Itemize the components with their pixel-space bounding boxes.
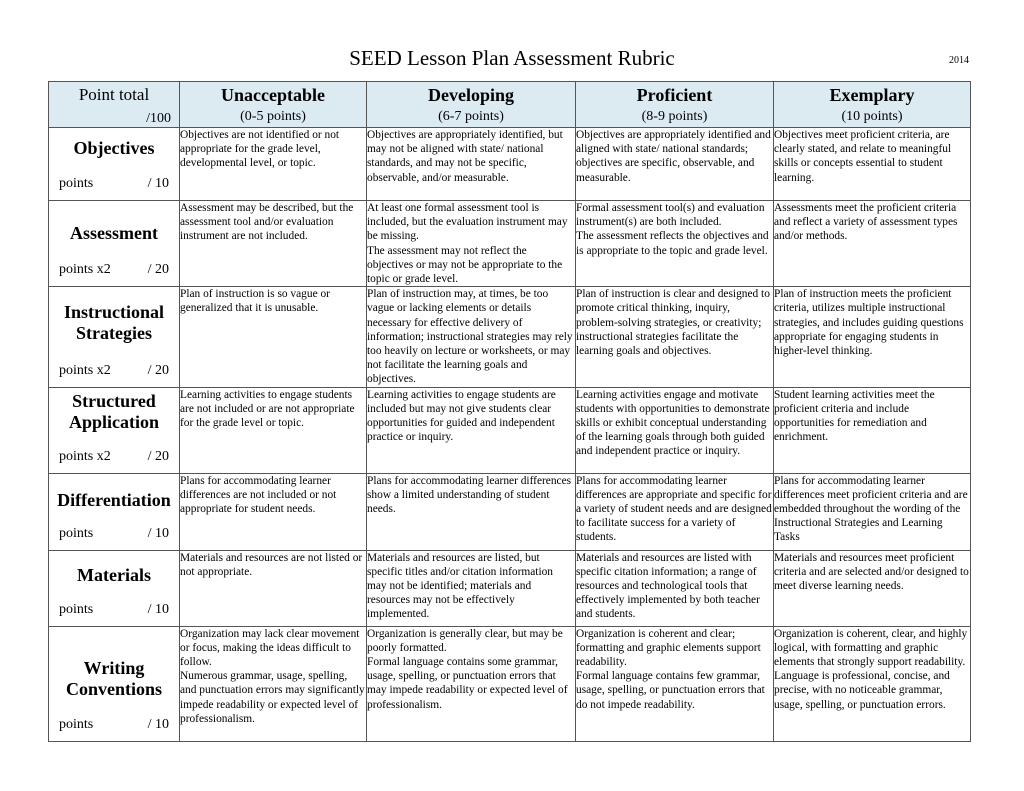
year-label: 2014 xyxy=(949,55,969,66)
criterion-cell xyxy=(49,473,180,550)
rubric-cell: Assessment may be described, but the assessment tool and/or evaluation instrument are not included. xyxy=(180,201,367,287)
rubric-row-objectives xyxy=(49,128,971,201)
rubric-cell: Plans for accommodating learner differences meet proficient criteria and are embedded throughout the wording of the Instructional Strategies and Learning Tasks xyxy=(774,473,971,550)
point-total-header xyxy=(49,82,180,128)
rubric-cell: Organization is coherent and clear; formatting and graphic elements support readability. Formal language contains few grammar, usage, spelling, or punctuation errors that do not impede readability. xyxy=(576,626,774,741)
points-max: / 20 xyxy=(147,262,169,278)
points-label: points x2 xyxy=(59,448,111,464)
level-name: Developing xyxy=(427,85,514,105)
points-label: points x2 xyxy=(59,362,111,378)
rubric-row-structured-application xyxy=(49,387,971,473)
criterion-name: Objectives xyxy=(73,138,155,158)
level-points: (0-5 points) xyxy=(240,109,306,124)
criterion-cell xyxy=(49,626,180,741)
criterion-name: Instructional Strategies xyxy=(63,302,164,344)
criterion-points xyxy=(59,262,169,278)
rubric-cell: Plans for accommodating learner differences are not included or not appropriate for student needs. xyxy=(180,473,367,550)
points-label: points xyxy=(59,525,94,541)
rubric-cell: Plans for accommodating learner differences are appropriate and specific for a variety of student needs and are designed to facilitate success for a variety of students. xyxy=(576,473,774,550)
criterion-points xyxy=(59,363,169,379)
level-points: (10 points) xyxy=(841,109,903,124)
level-name: Unacceptable xyxy=(221,85,325,105)
criterion-name: Assessment xyxy=(70,223,158,243)
points-label: points xyxy=(59,176,94,191)
level-name: Exemplary xyxy=(829,85,915,105)
points-max: / 10 xyxy=(147,601,169,617)
rubric-cell: Objectives are appropriately identified and aligned with state/ national standards; objectives are specific, observable, and measurable. xyxy=(576,128,774,201)
criterion-points xyxy=(59,176,169,192)
rubric-cell: Plan of instruction is clear and designed to promote critical thinking, inquiry, problem-solving strategies, or creativity; instructional strategies facilitate the learning goals and objectives. xyxy=(576,287,774,387)
rubric-cell: Objectives are not identified or not appropriate for the grade level, developmental level, or topic. xyxy=(180,128,367,201)
rubric-row-instructional-strategies xyxy=(49,287,971,387)
rubric-cell: Assessments meet the proficient criteria and reflect a variety of assessment types and/or methods. xyxy=(774,201,971,287)
criterion-cell xyxy=(49,287,180,387)
rubric-cell: Plan of instruction may, at times, be too vague or lacking elements or details necessary for effective delivery of information; instructional strategies may rely too heavily on lecture or worksheets, or may not facilitate the learning goals and objectives. xyxy=(367,287,576,387)
rubric-cell: Plan of instruction meets the proficient criteria, utilizes multiple instructional strategies, and includes guiding questions appropriate for engaging students in higher-level thinking. xyxy=(774,287,971,387)
level-header-exemplary xyxy=(774,82,971,128)
points-max: / 20 xyxy=(147,362,169,378)
rubric-cell: Learning activities to engage students are not included or are not appropriate for the grade level or topic. xyxy=(180,387,367,473)
point-total-label: Point total xyxy=(78,85,150,104)
rubric-cell: Plan of instruction is so vague or generalized that it is unusable. xyxy=(180,287,367,387)
points-label: points x2 xyxy=(59,262,111,278)
rubric-cell: Formal assessment tool(s) and evaluation instrument(s) are both included. The assessment reflects the objectives and is appropriate to the topic and grade level. xyxy=(576,201,774,287)
rubric-cell: Objectives meet proficient criteria, are clearly stated, and relate to meaningful skills or concepts essential to student learning. xyxy=(774,128,971,201)
criterion-name: Structured Application xyxy=(68,390,160,432)
rubric-row-assessment xyxy=(49,201,971,287)
rubric-cell: Materials and resources are not listed or not appropriate. xyxy=(180,550,367,626)
points-max: / 10 xyxy=(147,525,169,541)
rubric-cell: Learning activities engage and motivate students with opportunities to demonstrate skills or exhibit conceptual understanding of the learning goals through both guided and independent practice or inquiry. xyxy=(576,387,774,473)
criterion-cell xyxy=(49,387,180,473)
point-total-max: /100 xyxy=(146,111,171,126)
rubric-cell: Materials and resources are listed, but specific titles and/or citation information may not be identified; materials and resources may not be effectively implemented. xyxy=(367,550,576,626)
criterion-points xyxy=(59,449,169,465)
level-header-developing xyxy=(367,82,576,128)
points-max: / 10 xyxy=(147,716,169,732)
criterion-points xyxy=(59,717,169,733)
rubric-cell: Learning activities to engage students are included but may not give students clear opportunities for guided and independent practice or inquiry. xyxy=(367,387,576,473)
criterion-points xyxy=(59,526,169,542)
criterion-name: Writing Conventions xyxy=(65,657,163,699)
criterion-cell xyxy=(49,550,180,626)
points-label: points xyxy=(59,716,94,732)
rubric-cell: Objectives are appropriately identified, but may not be aligned with state/ national standards, and may not be specific, observable, and/or measurable. xyxy=(367,128,576,201)
rubric-cell: Organization is coherent, clear, and highly logical, with formatting and graphic elements that strongly support readability. Language is professional, concise, and precise, with no noticeable grammar, usage, spelling, or punctuation errors. xyxy=(774,626,971,741)
rubric-table xyxy=(48,81,971,742)
level-header-unacceptable xyxy=(180,82,367,128)
rubric-cell: Materials and resources are listed with specific citation information; a range of resources and technological tools that effectively implemented by both teacher and students. xyxy=(576,550,774,626)
rubric-row-writing-conventions xyxy=(49,626,971,741)
level-points: (8-9 points) xyxy=(641,109,708,124)
points-max: / 10 xyxy=(147,176,169,191)
criterion-points xyxy=(59,602,169,618)
level-name: Proficient xyxy=(636,85,713,105)
rubric-cell: At least one formal assessment tool is included, but the evaluation instrument may be missing. The assessment may not reflect the objectives or may not be appropriate to the topic or grade level. xyxy=(367,201,576,287)
criterion-cell xyxy=(49,201,180,287)
points-max: / 20 xyxy=(147,448,169,464)
criterion-cell xyxy=(49,128,180,201)
page-title: SEED Lesson Plan Assessment Rubric xyxy=(349,46,675,70)
rubric-row-materials xyxy=(49,550,971,626)
level-header-proficient xyxy=(576,82,774,128)
rubric-cell: Organization may lack clear movement or focus, making the ideas difficult to follow. Numerous grammar, usage, spelling, and punctuation errors may significantly impede readability or expected level of professionalism. xyxy=(180,626,367,741)
criterion-name: Materials xyxy=(77,564,151,585)
rubric-header-row xyxy=(49,82,971,128)
level-points: (6-7 points) xyxy=(438,109,504,124)
rubric-cell: Student learning activities meet the proficient criteria and include opportunities for remediation and enrichment. xyxy=(774,387,971,473)
rubric-cell: Plans for accommodating learner differences show a limited understanding of student needs. xyxy=(367,473,576,550)
rubric-cell: Organization is generally clear, but may be poorly formatted. Formal language contains some grammar, usage, spelling, or punctuation errors that may impede readability or expected level of professionalism. xyxy=(367,626,576,741)
criterion-name: Differentiation xyxy=(57,489,171,510)
points-label: points xyxy=(59,601,94,617)
rubric-row-differentiation xyxy=(49,473,971,550)
rubric-cell: Materials and resources meet proficient criteria and are selected and/or designed to meet diverse learning needs. xyxy=(774,550,971,626)
